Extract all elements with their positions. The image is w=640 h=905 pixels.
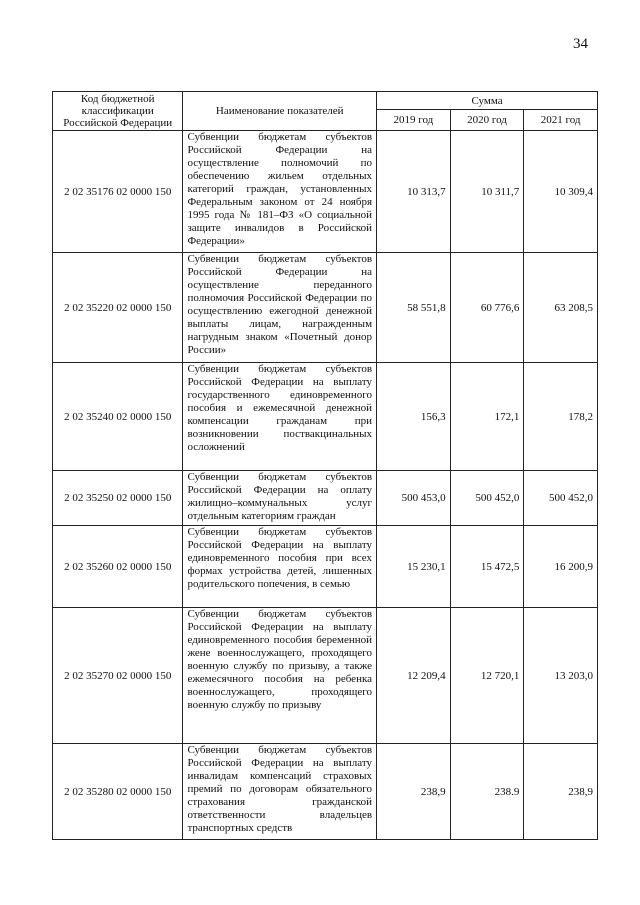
row-name: Субвенции бюджетам субъектов Российской Федерации на выплату государственного единовременного пособия и ежемесячной денежной компенсации гражданам при возникновении поствакцинальных осложнений (183, 363, 377, 471)
row-value-2021: 10 309,4 (524, 131, 598, 253)
row-code: 2 02 35176 02 0000 150 (53, 131, 183, 253)
table-row (53, 363, 598, 471)
header-name: Наименование показателей (183, 92, 377, 131)
row-value-2021: 238,9 (524, 744, 598, 840)
row-value-2021: 16 200,9 (524, 526, 598, 608)
table-row (53, 471, 598, 526)
row-code: 2 02 35270 02 0000 150 (53, 608, 183, 744)
row-value-2019: 15 230,1 (377, 526, 451, 608)
row-value-2021: 13 203,0 (524, 608, 598, 744)
budget-table (52, 91, 598, 840)
row-name: Субвенции бюджетам субъектов Российской Федерации на выплату единовременного пособия при всех формах устройства детей, лишенных родительского попечения, в семью (183, 526, 377, 608)
table-row (53, 526, 598, 608)
row-value-2019: 10 313,7 (377, 131, 451, 253)
row-name: Субвенции бюджетам субъектов Российской Федерации на осуществление полномочий по обеспечению жильем отдельных категорий граждан, установленных Федеральным законом от 24 ноября 1995 года № 181–ФЗ «О социальной защите инвалидов в Российской Федерации» (183, 131, 377, 253)
header-year-2019: 2019 год (377, 110, 451, 131)
page-number: 34 (573, 36, 588, 52)
row-value-2020: 500 452,0 (450, 471, 524, 526)
header-year-2021: 2021 год (524, 110, 598, 131)
header-code: Код бюджетной классификации Российской Федерации (53, 92, 183, 131)
table-row (53, 608, 598, 744)
row-name: Субвенции бюджетам субъектов Российской Федерации на выплату инвалидам компенсаций страховых премий по договорам обязательного страхования гражданской ответственности владельцев транспортных средств (183, 744, 377, 840)
header-year-2020: 2020 год (450, 110, 524, 131)
row-value-2019: 238,9 (377, 744, 451, 840)
header-sum: Сумма (377, 92, 598, 110)
row-value-2019: 156,3 (377, 363, 451, 471)
row-code: 2 02 35240 02 0000 150 (53, 363, 183, 471)
row-value-2019: 500 453,0 (377, 471, 451, 526)
row-value-2020: 10 311,7 (450, 131, 524, 253)
row-code: 2 02 35260 02 0000 150 (53, 526, 183, 608)
row-code: 2 02 35280 02 0000 150 (53, 744, 183, 840)
row-value-2020: 15 472,5 (450, 526, 524, 608)
row-value-2020: 238.9 (450, 744, 524, 840)
row-value-2021: 178,2 (524, 363, 598, 471)
row-value-2019: 12 209,4 (377, 608, 451, 744)
table-row (53, 131, 598, 253)
table-row (53, 253, 598, 363)
row-code: 2 02 35220 02 0000 150 (53, 253, 183, 363)
row-value-2020: 60 776,6 (450, 253, 524, 363)
row-value-2019: 58 551,8 (377, 253, 451, 363)
table-row (53, 744, 598, 840)
row-name: Субвенции бюджетам субъектов Российской Федерации на осуществление переданного полномочия Российской Федерации по осуществлению ежегодной денежной выплаты лицам, награжденным нагрудным знаком «Почетный донор России» (183, 253, 377, 363)
row-name: Субвенции бюджетам субъектов Российской Федерации на выплату единовременного пособия беременной жене военнослужащего, проходящего военную службу по призыву, а также ежемесячного пособия на ребенка военнослужащего, проходящего военную службу по призыву (183, 608, 377, 744)
row-value-2020: 172,1 (450, 363, 524, 471)
row-value-2020: 12 720,1 (450, 608, 524, 744)
row-value-2021: 63 208,5 (524, 253, 598, 363)
row-value-2021: 500 452,0 (524, 471, 598, 526)
row-code: 2 02 35250 02 0000 150 (53, 471, 183, 526)
row-name: Субвенции бюджетам субъектов Российской Федерации на оплату жилищно–коммунальных услуг отдельным категориям граждан (183, 471, 377, 526)
